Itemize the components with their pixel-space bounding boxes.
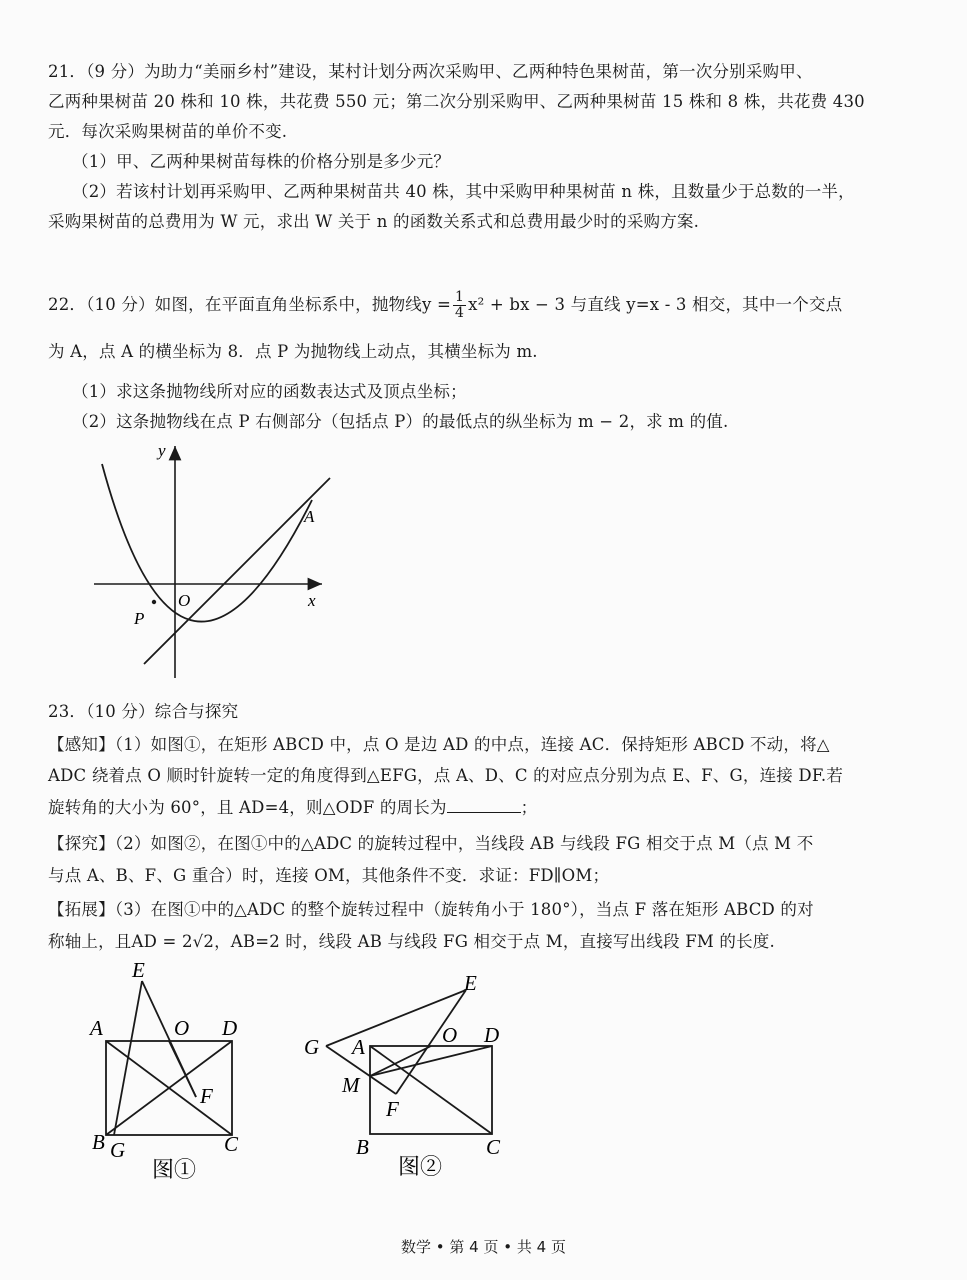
q23-line-1: 【感知】（1）如图①，在矩形 ABCD 中，点 O 是边 AD 的中点，连接 AC．保持矩形 ABCD 不动，将△ xyxy=(48,735,830,754)
answer-blank xyxy=(447,796,521,813)
q22-frac-den: 4 xyxy=(454,305,465,321)
fig2-label-o: O xyxy=(442,1023,458,1047)
q23-figure-1 xyxy=(84,955,264,1185)
fig2-label-m: M xyxy=(342,1073,360,1097)
fig1-label-c: C xyxy=(224,1132,239,1156)
fig1-label-d: D xyxy=(222,1016,238,1040)
q21-part-2-cont: 采购果树苗的总费用为 W 元，求出 W 关于 n 的函数关系式和总费用最少时的采购方案. xyxy=(48,212,700,231)
line-curve xyxy=(144,478,330,664)
fig2-label-f: F xyxy=(386,1097,399,1121)
q23-line-7: 称轴上，且AD = 2√2，AB=2 时，线段 AB 与线段 FG 相交于点 M，直接写出线段 FM 的长度. xyxy=(48,932,775,951)
q22-line-1-prefix: 22．（10 分）如图，在平面直角坐标系中，抛物线y = xyxy=(48,295,451,314)
q21-line-1: 21．（9 分）为助力“美丽乡村”建设，某村计划分两次采购甲、乙两种特色果树苗，第一次分别采购甲、 xyxy=(48,62,813,81)
fig1-caption: 图① xyxy=(152,1157,197,1182)
q23-line-3-prefix: 旋转角的大小为 60°，且 AD=4，则△ODF 的周长为 xyxy=(48,798,447,817)
q22-part-1: （1）求这条抛物线所对应的函数表达式及顶点坐标； xyxy=(72,382,467,401)
x-axis-label: x xyxy=(308,591,316,610)
q23-line-4: 【探究】（2）如图②，在图①中的△ADC 的旋转过程中，当线段 AB 与线段 FG 相交于点 M（点 M 不 xyxy=(48,834,814,853)
q23-line-3 xyxy=(48,796,928,820)
fig1-label-e: E xyxy=(132,958,145,982)
fig1-label-f: F xyxy=(200,1084,213,1108)
page-footer: 数学 • 第 4 页 • 共 4 页 xyxy=(401,1238,566,1256)
seg-mo xyxy=(370,1046,431,1076)
q22-figure xyxy=(86,440,336,685)
q22-line-2: 为 A，点 A 的横坐标为 8．点 P 为抛物线上动点，其横坐标为 m. xyxy=(48,342,538,361)
q21-line-3: 元．每次采购果树苗的单价不变. xyxy=(48,122,288,141)
point-p xyxy=(152,600,156,604)
q21-part-1: （1）甲、乙两种果树苗每株的价格分别是多少元？ xyxy=(72,152,451,171)
y-axis-label: y xyxy=(158,441,166,460)
point-p-label: P xyxy=(134,609,145,628)
q23-figure-2 xyxy=(300,960,525,1185)
q23-line-6: 【拓展】（3）在图①中的△ADC 的整个旋转过程中（旋转角小于 180°），当点 F 落在矩形 ABCD 的对 xyxy=(48,900,814,919)
q22-line-1 xyxy=(48,290,928,321)
fig2-label-d: D xyxy=(484,1023,500,1047)
fig1-label-a: A xyxy=(90,1016,103,1040)
parabola-curve xyxy=(102,464,312,622)
fig2-label-e: E xyxy=(464,971,477,995)
fig2-label-a: A xyxy=(352,1035,365,1059)
fig2-label-b: B xyxy=(356,1135,369,1159)
q23-line-5: 与点 A、B、F、G 重合）时，连接 OM，其他条件不变．求证：FD∥OM； xyxy=(48,866,610,885)
fig1-label-o: O xyxy=(174,1016,190,1040)
q23-line-2: ADC 绕着点 O 顺时针旋转一定的角度得到△EFG，点 A、D、C 的对应点分别为点 E、F、G，连接 DF.若 xyxy=(48,766,844,785)
q21-line-2: 乙两种果树苗 20 株和 10 株，共花费 550 元；第二次分别采购甲、乙两种果树苗 15 株和 8 株，共花费 430 xyxy=(48,92,865,111)
seg-of xyxy=(169,1041,196,1097)
q22-part-2: （2）这条抛物线在点 P 右侧部分（包括点 P）的最低点的纵坐标为 m − 2，求 m 的值. xyxy=(72,412,729,431)
fig2-caption: 图② xyxy=(398,1154,443,1179)
q23-line-3-suffix: ； xyxy=(520,798,538,817)
q22-fraction xyxy=(453,290,466,321)
point-a-label: A xyxy=(304,507,315,526)
fig2-label-g: G xyxy=(304,1035,320,1059)
q23-title: 23．（10 分）综合与探究 xyxy=(48,702,239,721)
seg-md xyxy=(370,1046,492,1076)
q22-frac-num: 1 xyxy=(454,289,465,305)
fig1-label-b: B xyxy=(92,1130,105,1154)
fig2-label-c: C xyxy=(486,1135,501,1159)
q21-part-2: （2）若该村计划再采购甲、乙两种果树苗共 40 株，其中采购甲种果树苗 n 株，且数量少于总数的一半， xyxy=(72,182,855,201)
q22-line-1-suffix: x² + bx − 3 与直线 y=x - 3 相交，其中一个交点 xyxy=(468,295,843,314)
fig1-label-g: G xyxy=(110,1138,126,1162)
origin-label: O xyxy=(178,591,191,610)
